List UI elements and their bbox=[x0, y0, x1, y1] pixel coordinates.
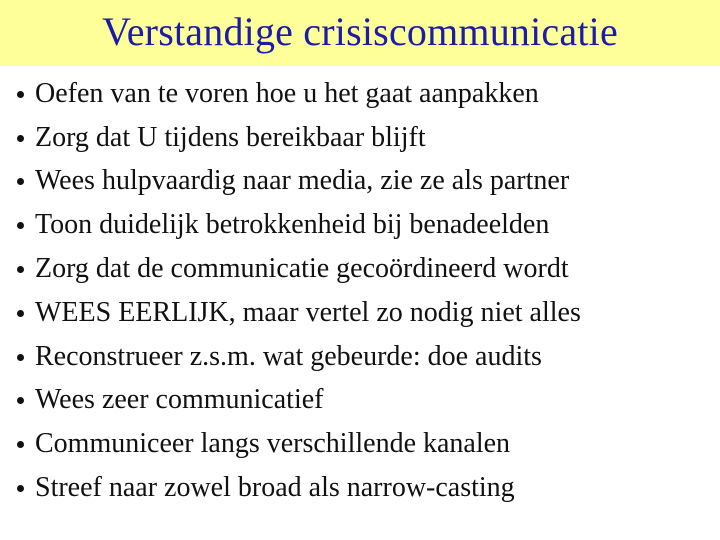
title-bar bbox=[0, 0, 720, 66]
bullet-list bbox=[0, 72, 720, 510]
bullet-text: Zorg dat U tijdens bereikbaar blijft bbox=[35, 121, 426, 153]
bullet-item bbox=[0, 116, 720, 160]
bullet-item bbox=[0, 335, 720, 379]
bullet-text: Wees hulpvaardig naar media, zie ze als partner bbox=[35, 165, 570, 197]
bullet-item bbox=[0, 422, 720, 466]
bullet-text: Zorg dat de communicatie gecoördineerd wordt bbox=[35, 253, 569, 285]
bullet-dot-icon bbox=[17, 222, 24, 229]
bullet-item bbox=[0, 160, 720, 204]
bullet-dot-icon bbox=[17, 441, 24, 448]
bullet-text: Oefen van te voren hoe u het gaat aanpakken bbox=[35, 77, 539, 109]
bullet-text: Communiceer langs verschillende kanalen bbox=[35, 428, 511, 460]
bullet-dot-icon bbox=[17, 485, 24, 492]
bullet-text: WEES EERLIJK, maar vertel zo nodig niet alles bbox=[35, 296, 581, 328]
slide-title: Verstandige crisiscommunicatie bbox=[102, 9, 618, 54]
bullet-dot-icon bbox=[17, 266, 24, 273]
bullet-dot-icon bbox=[17, 397, 24, 404]
bullet-dot-icon bbox=[17, 310, 24, 317]
bullet-dot-icon bbox=[17, 178, 24, 185]
bullet-text: Reconstrueer z.s.m. wat gebeurde: doe audits bbox=[35, 340, 542, 372]
bullet-item bbox=[0, 247, 720, 291]
bullet-item bbox=[0, 203, 720, 247]
bullet-item bbox=[0, 72, 720, 116]
bullet-dot-icon bbox=[17, 354, 24, 361]
bullet-dot-icon bbox=[17, 135, 24, 142]
bullet-item bbox=[0, 291, 720, 335]
bullet-text: Toon duidelijk betrokkenheid bij benadeelden bbox=[35, 209, 550, 241]
bullet-dot-icon bbox=[17, 91, 24, 98]
bullet-text: Streef naar zowel broad als narrow-casting bbox=[35, 472, 515, 504]
bullet-item bbox=[0, 379, 720, 423]
bullet-text: Wees zeer communicatief bbox=[35, 384, 324, 416]
bullet-item bbox=[0, 466, 720, 510]
